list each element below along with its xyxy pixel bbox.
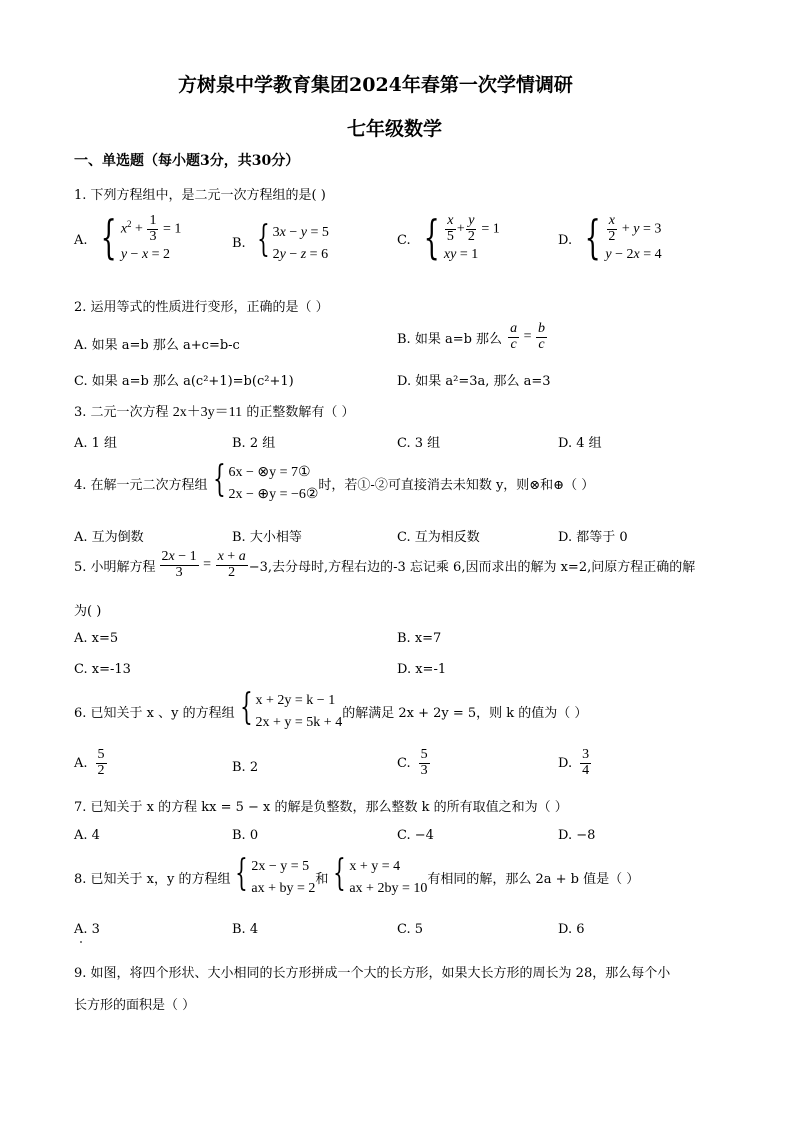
q6-option-d: D. $\frac{3}{4}$ (558, 747, 590, 778)
q8-system-2: { x + y = 4 ax + 2by = 10 (333, 853, 428, 896)
q3-option-c: C. 3 组 (397, 436, 441, 451)
q5-option-d: D. x=-1 (397, 662, 447, 677)
page-title: 方树泉中学教育集团2024年春第一次学情调研 (178, 74, 573, 96)
q8-option-b: B. 4 (232, 922, 259, 937)
section-heading: 一、单选题（每小题3分，共30分） (74, 153, 300, 169)
q6-system: { x + 2y = k − 1 2x + y = 5k + 4 (239, 687, 343, 730)
q4-option-c: C. 互为相反数 (397, 530, 480, 545)
question-1-stem: 1. 下列方程组中，是二元一次方程组的是( ) (74, 188, 326, 203)
q6-option-c: C. $\frac{5}{3}$ (397, 747, 428, 778)
page-subtitle: 七年级数学 (347, 118, 443, 140)
q4-option-b: B. 大小相等 (232, 530, 302, 545)
q8-option-d: D. 6 (558, 922, 585, 937)
q6-option-b: B. 2 (232, 760, 259, 775)
q7-option-b: B. 0 (232, 828, 259, 843)
q2-option-b: B. 如果 a=b 那么 $\frac{a}{c}$ = $\frac{b}{c}$ (397, 321, 545, 352)
q4-system: { 6x − ⊗y = 7① 2x − ⊕y = −6② (212, 459, 319, 502)
q2-option-c: C. 如果 a=b 那么 a(c²+1)=b(c²+1) (74, 374, 294, 389)
question-7-stem: 7. 已知关于 x 的方程 kx = 5 − x 的解是负整数，那么整数 k 的所有取值之和为（ ） (74, 800, 568, 815)
question-5-line2: 为( ) (74, 604, 102, 619)
q1-option-c: C. { $\frac{x}{5}$ + $\frac{y}{2}$ = 1 xy = 1 (397, 214, 500, 266)
q1-option-a-system: { $x^2$ + $\frac{1}{3}$ = 1 y − x = 2 (100, 210, 182, 264)
q3-option-a: A. 1 组 (74, 436, 118, 451)
question-8-stem: 8. 已知关于 x，y 的方程组 { 2x − y = 5 ax + by = 2 和 { x + y = 4 ax + 2by = 10 有相同的解，那么 2a + b 值是（ ） (74, 856, 639, 899)
question-3-stem: 3. 二元一次方程 2x＋3y＝11 的正整数解有（ ） (74, 405, 355, 420)
question-6-stem: 6. 已知关于 x 、y 的方程组 { x + 2y = k − 1 2x + y = 5k + 4 的解满足 2x + 2y = 5，则 k 的值为（ ） (74, 690, 587, 733)
q1-option-d-system: { $\frac{x}{2}$ + y = 3 y − 2x = 4 (584, 210, 662, 264)
q7-option-c: C. −4 (397, 828, 434, 843)
q4-option-d: D. 都等于 0 (558, 530, 628, 545)
q8-system-1: { 2x − y = 5 ax + by = 2 (235, 853, 316, 896)
q1-option-a: A. { $x^2$ + $\frac{1}{3}$ = 1 y − x = 2 (74, 214, 181, 266)
q5-option-a: A. x=5 (74, 631, 119, 646)
q2-option-d: D. 如果 a²=3a, 那么 a=3 (397, 374, 551, 389)
q2-option-a: A. 如果 a=b 那么 a+c=b-c (74, 338, 240, 353)
question-2-stem: 2. 运用等式的性质进行变形，正确的是（ ） (74, 300, 329, 315)
question-9-line2: 长方形的面积是（ ） (74, 998, 196, 1013)
q7-option-d: D. −8 (558, 828, 596, 843)
question-9-line1: 9. 如图，将四个形状、大小相同的长方形拼成一个大的长方形，如果大长方形的周长为 28，那么每个小 (74, 966, 671, 981)
stray-dot-mark (80, 941, 82, 943)
question-4-stem: 4. 在解一元二次方程组 { 6x − ⊗y = 7① 2x − ⊕y = −6② 时，若①-②可直接消去未知数 y，则⊗和⊕（ ） (74, 462, 594, 505)
q5-option-c: C. x=-13 (74, 662, 131, 677)
q5-option-b: B. x=7 (397, 631, 442, 646)
q8-option-c: C. 5 (397, 922, 424, 937)
q3-option-b: B. 2 组 (232, 436, 276, 451)
q6-option-a: A. $\frac{5}{2}$ (74, 747, 105, 778)
question-5-stem: 5. 小明解方程 $\frac{2x - 1}{3}$ = $\frac{x + a}{2}$ −3,去分母时,方程右边的-3 忘记乘 6,因而求出的解为 x=2,问原方程正确的解 (74, 549, 696, 580)
q8-option-a: A. 3 (74, 922, 100, 937)
q7-option-a: A. 4 (74, 828, 100, 843)
q1-option-b-system: { 3x − y = 5 2y − z = 6 (256, 219, 329, 262)
q1-option-c-system: { $\frac{x}{5}$ + $\frac{y}{2}$ = 1 xy = 1 (423, 210, 500, 264)
q3-option-d: D. 4 组 (558, 436, 602, 451)
q1-option-b: B. { 3x − y = 5 2y − z = 6 (232, 222, 329, 265)
q1-option-d: D. { $\frac{x}{2}$ + y = 3 y − 2x = 4 (558, 214, 662, 266)
q4-option-a: A. 互为倒数 (74, 530, 144, 545)
